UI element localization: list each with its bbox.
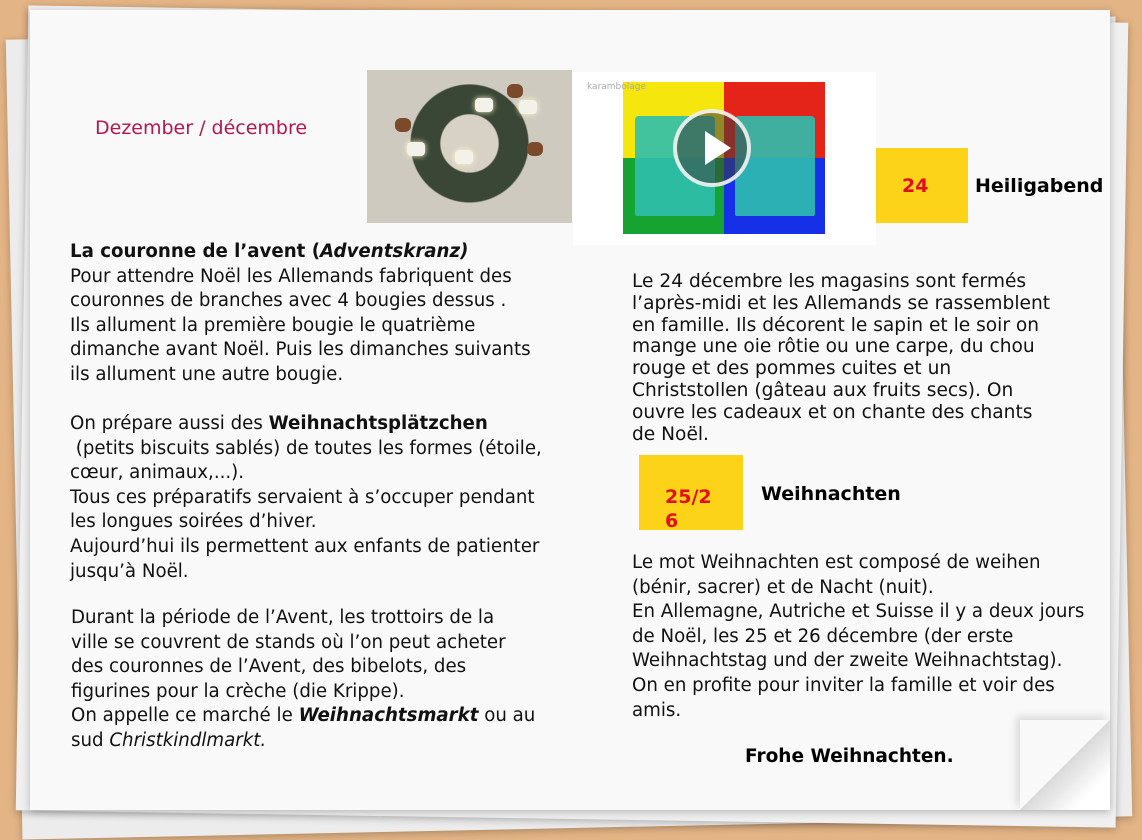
closing-greeting: Frohe Weihnachten. bbox=[745, 746, 954, 767]
bold-term: Weihnachtsplätzchen bbox=[268, 413, 488, 434]
text-line bbox=[71, 704, 535, 729]
advent-wreath-paragraph bbox=[70, 240, 531, 388]
date-number: 25/2 6 bbox=[665, 486, 712, 532]
date-number: 24 bbox=[902, 175, 929, 197]
paragraph-title bbox=[70, 240, 531, 265]
day-name: Heiligabend bbox=[975, 175, 1104, 197]
cookies-paragraph bbox=[70, 412, 542, 584]
month-heading: Dezember / décembre bbox=[95, 117, 308, 139]
date-box bbox=[639, 455, 743, 530]
text-line: ils allument une autre bougie. bbox=[70, 363, 344, 385]
text-line: en famille. Ils décorent le sapin et le soir on bbox=[632, 314, 1040, 336]
text-line: des couronnes de l’Avent, des bibelots, des bbox=[71, 656, 467, 678]
text-line: Christstollen (gâteau aux fruits secs). On bbox=[632, 379, 1014, 401]
italic-term: Christkindlmarkt. bbox=[109, 729, 267, 751]
text-line: Weihnachtstag und der zweite Weihnachtstag). bbox=[632, 650, 1063, 672]
text-line: couronnes de branches avec 4 bougies dessus . bbox=[70, 290, 507, 312]
text-line bbox=[71, 729, 535, 754]
page-curl bbox=[1020, 720, 1110, 810]
text-line: ville se couvrent de stands où l’on peut acheter bbox=[71, 631, 506, 653]
text-line: Durant la période de l’Avent, les trottoirs de la bbox=[71, 607, 495, 628]
market-paragraph bbox=[71, 606, 535, 754]
text-line: cœur, animaux,...). bbox=[70, 462, 245, 484]
text-line: mange une oie rôtie ou une carpe, du chou bbox=[632, 336, 1035, 358]
bold-term: Weihnachtsmarkt bbox=[298, 705, 479, 727]
text-line: l’après-midi et les Allemands se rassemblent bbox=[632, 292, 1051, 314]
text-line: jusqu’à Noël. bbox=[70, 560, 189, 582]
text-line: amis. bbox=[632, 699, 682, 721]
advent-wreath-photo bbox=[367, 70, 572, 223]
text-line bbox=[70, 412, 542, 437]
text-span: On prépare aussi des bbox=[70, 413, 269, 434]
candle-shape bbox=[475, 98, 493, 112]
video-player[interactable] bbox=[573, 72, 876, 245]
text-line: En Allemagne, Autriche et Suisse il y a deux jours bbox=[632, 601, 1085, 623]
text-line: (petits biscuits sablés) de toutes les formes (étoile, bbox=[70, 437, 542, 459]
play-button-icon[interactable] bbox=[673, 109, 751, 187]
candle-shape bbox=[407, 142, 425, 156]
text-line: ouvre les cadeaux et on chante des chants bbox=[632, 401, 1033, 423]
christmas-eve-paragraph bbox=[632, 271, 1050, 445]
date-box bbox=[876, 148, 968, 223]
text-line: Tous ces préparatifs servaient à s’occuper pendant bbox=[70, 486, 535, 508]
text-line: dimanche avant Noël. Puis les dimanches suivants bbox=[70, 339, 531, 361]
day-name: Weihnachten bbox=[761, 483, 901, 505]
text-line: figurines pour la crèche (die Krippe). bbox=[71, 680, 405, 702]
text-line: rouge et des pommes cuites et un bbox=[632, 358, 952, 380]
pinecone-shape bbox=[395, 118, 411, 132]
text-line: les longues soirées d’hiver. bbox=[70, 511, 317, 533]
candle-shape bbox=[519, 100, 537, 114]
weihnachten-paragraph bbox=[632, 551, 1084, 723]
text-line: Le mot Weihnachten est composé de weihen bbox=[632, 552, 1041, 573]
text-line: de Noël, les 25 et 26 décembre (der erste bbox=[632, 625, 1014, 647]
text-span: ou au bbox=[478, 705, 536, 727]
video-watermark: karambolage bbox=[587, 82, 647, 92]
pinecone-shape bbox=[507, 84, 523, 98]
title-german-text: Adventskranz) bbox=[320, 241, 469, 262]
text-line: Ils allument la première bougie le quatrième bbox=[70, 314, 476, 336]
candle-shape bbox=[455, 150, 473, 164]
text-line: Pour attendre Noël les Allemands fabriquent des bbox=[70, 265, 512, 287]
text-line: de Noël. bbox=[632, 423, 709, 445]
text-span: sud bbox=[71, 729, 110, 751]
pinecone-shape bbox=[527, 142, 543, 156]
text-line: Aujourd’hui ils permettent aux enfants de patienter bbox=[70, 535, 540, 557]
title-text: La couronne de l’avent ( bbox=[70, 241, 321, 262]
text-line: Le 24 décembre les magasins sont fermés bbox=[632, 271, 1027, 292]
text-span: On appelle ce marché le bbox=[71, 705, 299, 727]
text-line: (bénir, sacrer) et de Nacht (nuit). bbox=[632, 576, 934, 598]
text-line: On en profite pour inviter la famille et voir des bbox=[632, 674, 1055, 696]
